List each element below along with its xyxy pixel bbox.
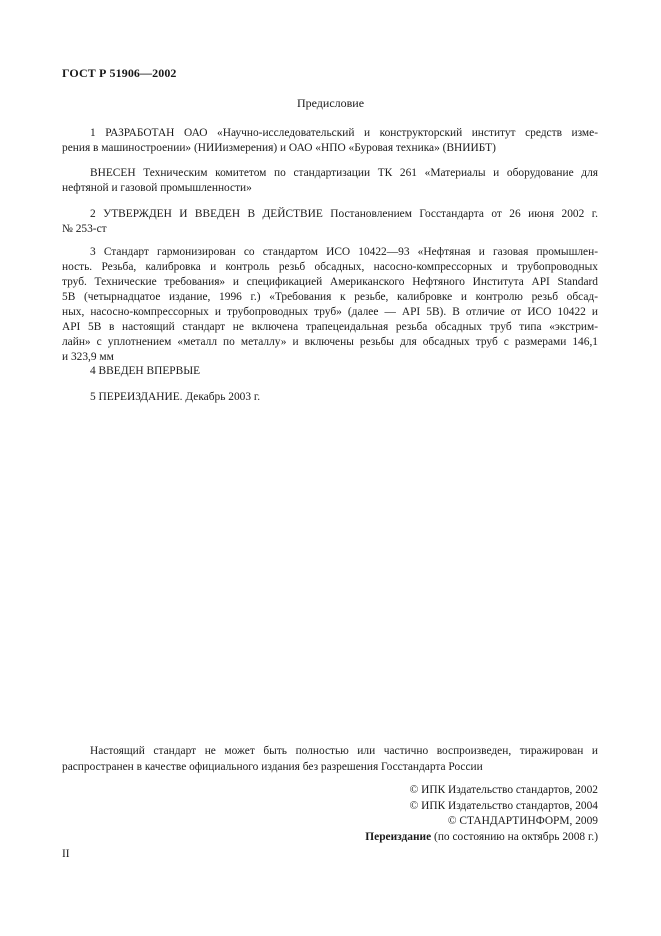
section-reissue: 5 ПЕРЕИЗДАНИЕ. Декабрь 2003 г. (90, 391, 261, 403)
text-line: ных, насосно-компрессорных и трубопроводных труб» (далее — API 5В). В отличие от ИСО 10422 и (62, 306, 598, 318)
reissue-status-line (365, 830, 598, 846)
foreword-heading: Предисловие (296, 96, 365, 110)
standard-designation: ГОСТ Р 51906—2002 (62, 66, 177, 80)
copyright-line: © СТАНДАРТИНФОРМ, 2009 (447, 815, 598, 827)
text-line: распространен в качестве официального издания без разрешения Госстандарта России (62, 761, 483, 773)
reissue-label: Переиздание (365, 830, 432, 843)
text-line: № 253-ст (62, 223, 107, 235)
text-line: рения в машиностроении» (НИИизмерения) и ОАО «НПО «Буровая техника» (ВНИИБТ) (62, 142, 496, 154)
reissue-note: (по состоянию на октябрь 2008 г.) (431, 830, 598, 843)
text-line: API 5B в настоящий стандарт не включена трапецеидальная резьба обсадных труб типа «экстрим- (62, 321, 598, 333)
text-line: труб. Технические требования» и спецификацией Американского Нефтяного Института API Standard (62, 276, 598, 288)
text-line: ность. Резьба, калибровка и контроль резьб обсадных, насосно-компрессорных и трубопроводных (62, 261, 598, 273)
copyright-line: © ИПК Издательство стандартов, 2004 (409, 799, 598, 812)
page-number: II (62, 848, 70, 860)
text-line: ВНЕСЕН Техническим комитетом по стандартизации ТК 261 «Материалы и оборудование для (90, 167, 598, 179)
text-line: 1 РАЗРАБОТАН ОАО «Научно-исследовательский и конструкторский институт средств изме- (90, 127, 598, 139)
text-line: и 323,9 мм (62, 351, 114, 363)
text-line: 2 УТВЕРЖДЕН И ВВЕДЕН В ДЕЙСТВИЕ Постановлением Госстандарта от 26 июня 2002 г. (90, 208, 598, 220)
text-line: 5В (четырнадцатое издание, 1996 г.) «Требования к резьбе, калибровке и контролю резьб обсад- (62, 291, 598, 303)
text-line: нефтяной и газовой промышленности» (62, 182, 252, 194)
text-line: Настоящий стандарт не может быть полностью или частично воспроизведен, тиражирован и (90, 745, 598, 757)
section-introduced-first: 4 ВВЕДЕН ВПЕРВЫЕ (90, 365, 201, 377)
text-line: лайн» с уплотнением «металл по металлу» и включены резьбы для обсадных труб с размерами 146,1 (62, 336, 598, 348)
text-line: 3 Стандарт гармонизирован со стандартом ИСО 10422—93 «Нефтяная и газовая промышлен- (90, 246, 598, 258)
copyright-block (365, 783, 598, 845)
copyright-line: © ИПК Издательство стандартов, 2002 (409, 784, 598, 796)
